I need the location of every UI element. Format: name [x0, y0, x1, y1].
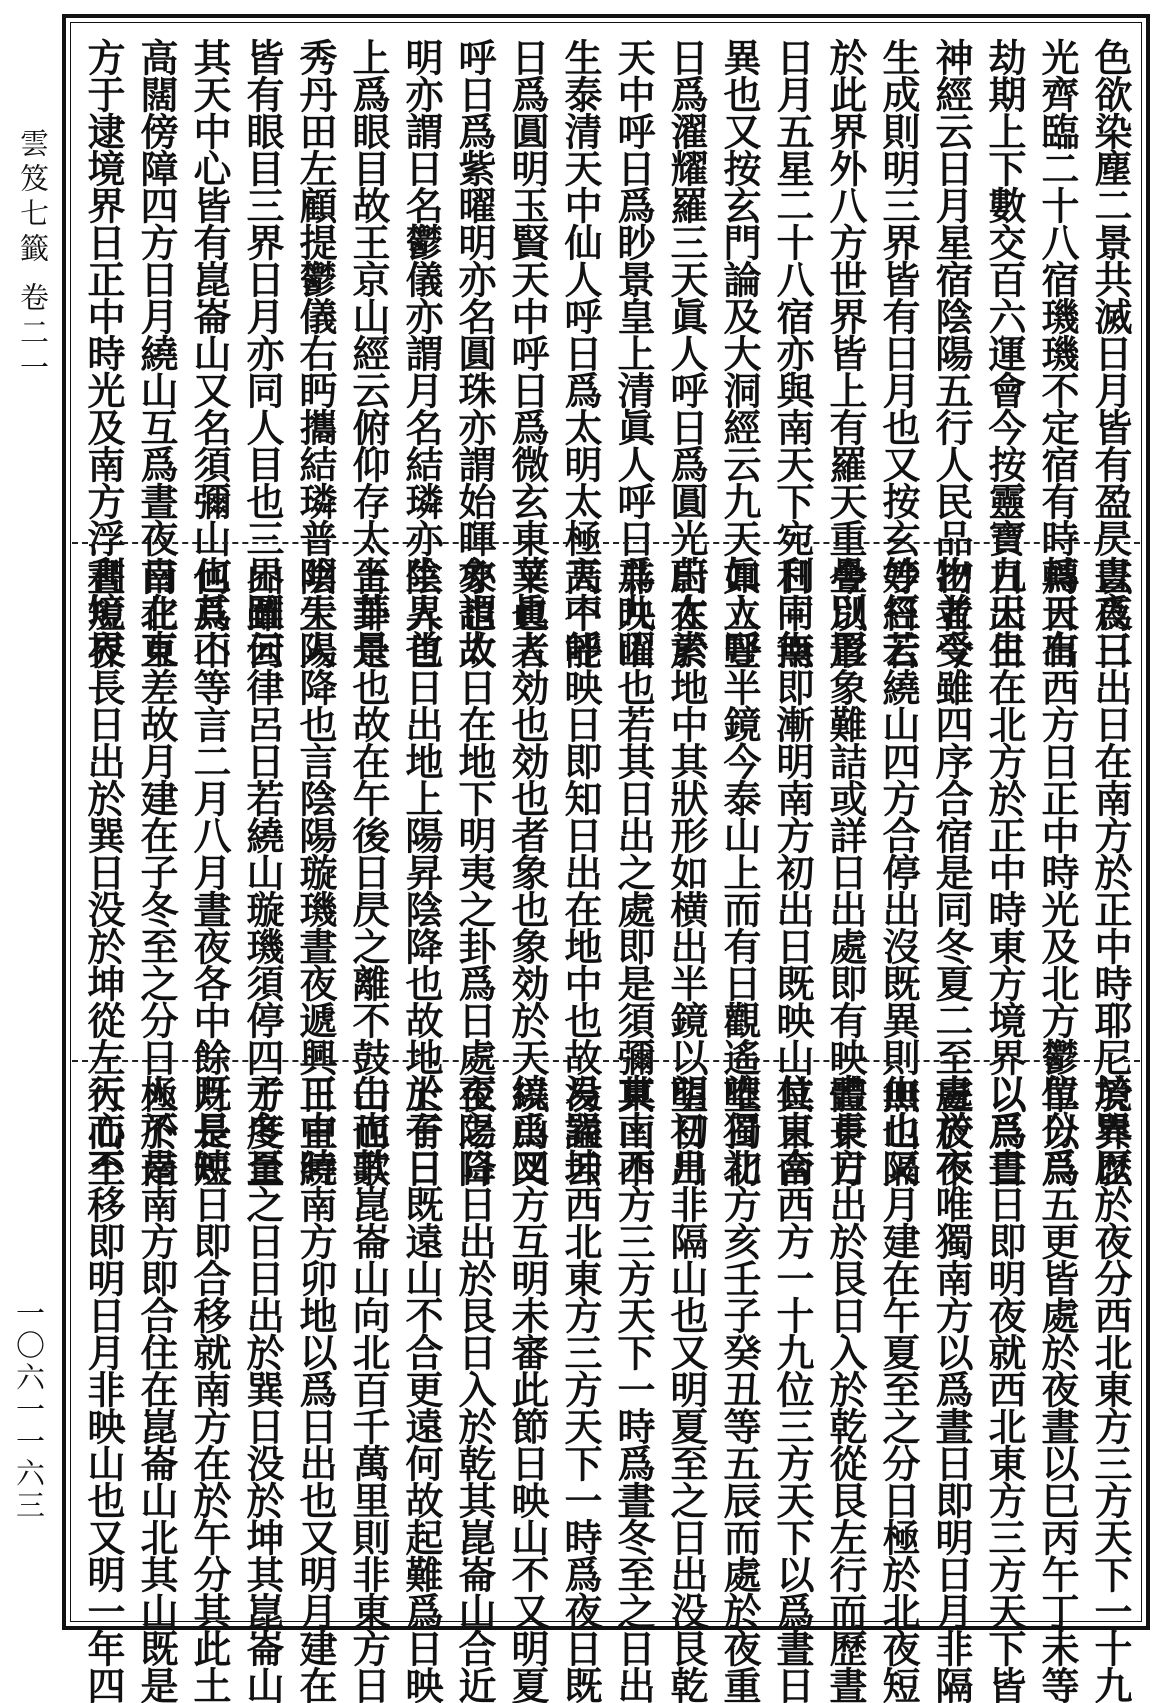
text-column: 出者今雖四序合宿是同冬夏二至晝夜不 [929, 557, 974, 1186]
text-column: 象也故日在地下明夷之卦爲日處夜陽降 [452, 557, 497, 1186]
panel-divider [72, 542, 1140, 544]
text-column: 日中南即漸明南方初出日既映山其日合 [770, 557, 815, 1186]
text-column: 位分爲五更皆處於夜晝以巳丙午丁未等 [1035, 1074, 1080, 1703]
text-column: 晝長日出於艮日入於乾從艮左行而歷晝 [823, 1074, 868, 1703]
left-margin [0, 0, 62, 1638]
page-frame [62, 14, 1150, 1703]
text-column: 正中時南方卯地以爲日出也又明月建在 [293, 1074, 338, 1703]
text-column: 何爲不等言二月八月晝夜各中餘月長短 [187, 557, 232, 1186]
text-column: 高不能映日即知日出在地中也故易謚云 [558, 557, 603, 1186]
text-panel-2 [66, 551, 1146, 1186]
text-column: 如立豎半鏡今泰山上而有日觀遙望日初 [717, 557, 762, 1186]
text-column: 爲日出西方日正中時光及北方鬱單以爲 [1035, 557, 1080, 1186]
text-column: 日爲濯耀羅三天眞人呼日爲圓光蔚太素 [664, 38, 709, 667]
text-column: 以爲晝日即明夜就西北東方三方天下皆 [982, 1074, 1027, 1703]
text-column: 出在於地中其狀形如横出半鏡以望初出 [664, 557, 709, 1186]
text-column: 皆有眼目三界日月亦同人目也三界圖云 [240, 38, 285, 667]
text-column: 南北互差故月建在子冬至之分日極於南 [134, 557, 179, 1186]
text-column: 於子日既遠山不合更遠何故起難爲日映 [399, 1074, 444, 1703]
text-column: 神經云日月星宿陰陽五行人民品物並受 [929, 38, 974, 667]
text-column: 没巽坤西北東方三方天下一時爲夜日既 [558, 1074, 603, 1703]
text-column: 山也其崑崙山向北百千萬里則非東方日 [346, 1074, 391, 1703]
text-column: 今以形象難詰或詳日出處即有映體東方 [823, 557, 868, 1186]
text-column: 唯獨北方亥壬子癸丑等五辰而處於夜重 [717, 1074, 762, 1703]
text-column: 明亦謂日名鬱儀亦謂月名結璘亦生人首 [399, 38, 444, 667]
text-column: 至之日日出於艮日入於乾其崑崙山合近 [452, 1074, 497, 1703]
text-column: 等日若繞山四方合停出沒既異則無山隔 [876, 557, 921, 1186]
text-column: 以爲日出日在南方於正中時耶尼境界以 [1088, 557, 1133, 1186]
text-column: 方于逮境界日正中時光及南方浮利境界 [81, 38, 126, 667]
text-column: 繞山四方互明未審此節日映山不又明夏 [505, 1074, 550, 1703]
text-column: 於此界外八方世界皆上有羅天重疊別置 [823, 38, 868, 667]
text-column: 晝短夜長日出於巽日没於坤從左行而至 [81, 557, 126, 1186]
text-column: 叉也者効也効也者象也象効於天以爲叉 [505, 557, 550, 1186]
text-panel-1 [66, 32, 1146, 667]
text-column: 處於夜唯獨南方以爲晝日即明日月非隔 [929, 1074, 974, 1703]
text-column: 呼日爲紫曜明亦名圓珠亦謂始暉亦謂太 [452, 38, 497, 667]
book-title: 雲笈七籤 [16, 128, 50, 268]
text-column: 天心不移即明日月非映山也又明一年四 [81, 1074, 126, 1703]
text-column: 秀丹田左顧提鬱儀右眄攜結璘普明天人 [293, 38, 338, 667]
text-column: 於巽歷於夜分西北東方三方天下一十九 [1088, 1074, 1133, 1703]
text-column: 色欲染塵二景共滅日月皆有盈昃晝夜三 [1088, 38, 1133, 667]
text-column: 晉卦是也故在午後日昃之離不鼓缶而歌 [346, 557, 391, 1186]
text-panel-3 [66, 1068, 1146, 1703]
text-column: 既是映日即合移就南方在於午分其此土 [187, 1074, 232, 1703]
text-column: 東南西方三方天下一時爲晝冬至之日出 [611, 1074, 656, 1703]
text-column: 生成則明三界皆有日月也又按玄妙經云 [876, 38, 921, 667]
text-column: 陰昇也日出地上陽昇陰降也故地上有日 [399, 557, 444, 1186]
text-column: 高闊傍障四方日月繞山互爲晝夜日在東 [134, 38, 179, 667]
text-column: 子冬至之日日出於巽日没於坤其崑崙山 [240, 1074, 285, 1703]
text-column: 日出日在北方於正中時東方境界以爲日 [982, 557, 1027, 1186]
text-column: 人不是南方即合住在崑崙山北其山既是 [134, 1074, 179, 1703]
text-column: 其天中心皆有崑崙山又名須彌山也其山 [187, 38, 232, 667]
text-column: 山雖何律呂日若繞山璇璣須停四方度量 [240, 557, 285, 1186]
text-column: 光齊臨二十八宿璣璣不定宿有時轉天有 [1035, 38, 1080, 667]
text-column: 異也又按玄門論及大洞經云九天眞人呼 [717, 38, 762, 667]
page-number: 一〇六一一六三 [12, 1298, 46, 1522]
text-column: 上爲眼目故王京山經云俯仰存太上華景 [346, 38, 391, 667]
text-column: 山也又月建在午夏至之分日極於北夜短 [876, 1074, 921, 1703]
panel-divider [72, 1060, 1140, 1062]
text-column: 非映山也若其日出之處即是須彌其山不 [611, 557, 656, 1186]
text-column: 天中呼日爲眇景皇上清眞人呼日爲九曜 [611, 38, 656, 667]
volume-label: 卷二一 [16, 282, 50, 387]
text-column: 生泰清天中仙人呼日爲太明太極天中呼 [558, 38, 603, 667]
text-column: 日月五星二十八宿亦與南天下宛利同無 [770, 38, 815, 667]
text-column: 陰生陽降也言陰陽璇璣晝夜遞興日直繞 [293, 557, 338, 1186]
text-column: 日爲圓明玉賢天中呼日爲微玄東華眞人 [505, 38, 550, 667]
text-column: 明日月非隔山也又明夏至之日出没艮乾 [664, 1074, 709, 1703]
text-column: 位東南西方一十九位三方天下以爲晝日 [770, 1074, 815, 1703]
text-column: 劫期上下數交百六運會今按靈寶九天生 [982, 38, 1027, 667]
